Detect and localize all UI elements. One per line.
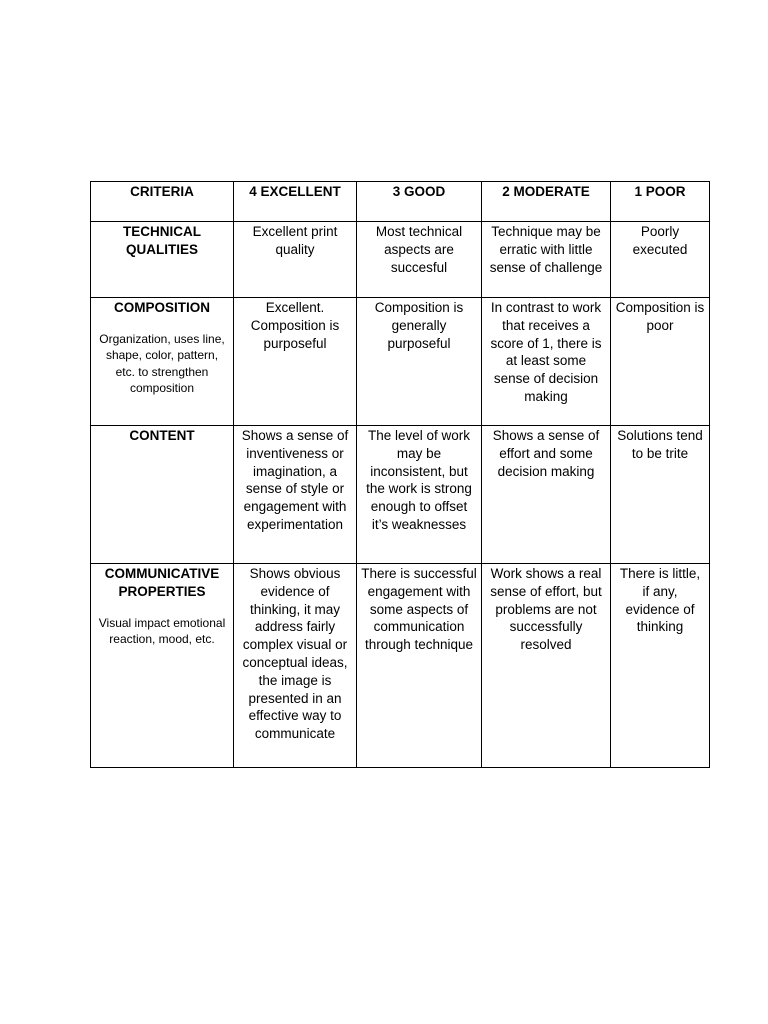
poor-cell: Poorly executed — [611, 222, 710, 298]
header-row — [91, 182, 710, 222]
moderate-cell: In contrast to work that receives a score of 1, there is at least some sense of decision making — [482, 298, 611, 426]
good-cell: The level of work may be inconsistent, but the work is strong enough to offset it’s weaknesses — [357, 426, 482, 564]
excellent-cell: Shows a sense of inventiveness or imagination, a sense of style or engagement with experimentation — [234, 426, 357, 564]
good-cell: Composition is generally purposeful — [357, 298, 482, 426]
criteria-description: Organization, uses line, shape, color, pattern, etc. to strengthen composition — [99, 331, 225, 396]
criteria-title: CONTENT — [129, 428, 195, 443]
criteria-cell — [91, 426, 234, 564]
table-row — [91, 426, 710, 564]
header-excellent: 4 EXCELLENT — [234, 182, 357, 222]
criteria-cell — [91, 564, 234, 768]
header-moderate: 2 MODERATE — [482, 182, 611, 222]
criteria-title: COMMUNICATIVE PROPERTIES — [104, 566, 220, 599]
table-row — [91, 564, 710, 768]
rubric-table — [90, 181, 710, 768]
criteria-title: TECHNICAL QUALITIES — [123, 224, 201, 257]
moderate-cell: Work shows a real sense of effort, but problems are not successfully resolved — [482, 564, 611, 768]
moderate-cell: Shows a sense of effort and some decision making — [482, 426, 611, 564]
poor-cell: Solutions tend to be trite — [611, 426, 710, 564]
criteria-description: Visual impact emotional reaction, mood, etc. — [98, 615, 226, 647]
header-poor: 1 POOR — [611, 182, 710, 222]
criteria-title: COMPOSITION — [113, 300, 210, 315]
poor-cell: There is little, if any, evidence of thinking — [611, 564, 710, 768]
table-row — [91, 298, 710, 426]
header-good: 3 GOOD — [357, 182, 482, 222]
moderate-cell: Technique may be erratic with little sense of challenge — [482, 222, 611, 298]
excellent-cell: Shows obvious evidence of thinking, it may address fairly complex visual or conceptual ideas, the image is presented in an effective way to communicate — [234, 564, 357, 768]
poor-cell: Composition is poor — [611, 298, 710, 426]
good-cell: There is successful engagement with some aspects of communication through technique — [357, 564, 482, 768]
excellent-cell: Excellent print quality — [234, 222, 357, 298]
excellent-cell: Excellent. Composition is purposeful — [234, 298, 357, 426]
header-criteria: CRITERIA — [91, 182, 234, 222]
criteria-cell — [91, 222, 234, 298]
criteria-cell — [91, 298, 234, 426]
good-cell: Most technical aspects are succesful — [357, 222, 482, 298]
table-row — [91, 222, 710, 298]
